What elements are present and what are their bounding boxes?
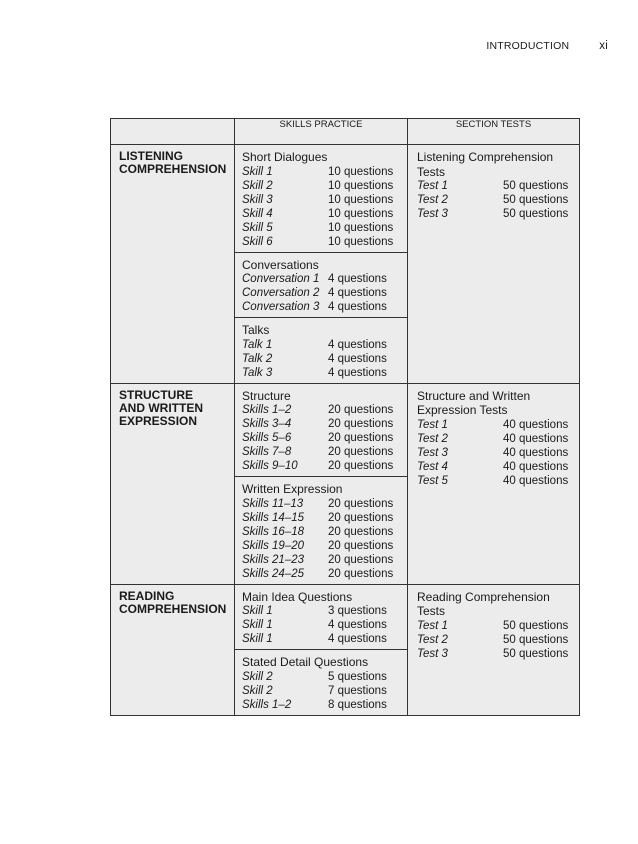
section-row bbox=[111, 383, 580, 584]
question-count: 20 questions bbox=[328, 553, 394, 566]
practice-row bbox=[242, 417, 401, 431]
practice-row bbox=[242, 567, 401, 581]
practice-row bbox=[242, 286, 401, 300]
question-count: 20 questions bbox=[328, 460, 394, 472]
question-count: 4 questions bbox=[328, 287, 387, 299]
skill-label: Talk 1 bbox=[242, 338, 273, 351]
practice-block bbox=[235, 252, 407, 318]
question-count: 4 questions bbox=[328, 301, 387, 313]
practice-block bbox=[235, 384, 407, 477]
page-number: xi bbox=[599, 40, 608, 52]
skill-label: Skills 24–25 bbox=[242, 567, 305, 580]
tests-block bbox=[408, 145, 579, 224]
question-count: 10 questions bbox=[328, 221, 394, 234]
section-name-cell bbox=[111, 383, 235, 584]
question-count: 10 questions bbox=[328, 193, 394, 206]
question-count: 4 questions bbox=[328, 338, 387, 351]
practice-row bbox=[242, 445, 401, 459]
tests-block-title: Tests bbox=[417, 164, 446, 179]
section-name bbox=[111, 145, 234, 176]
tests-block bbox=[408, 585, 579, 664]
question-count: 50 questions bbox=[503, 647, 569, 660]
skill-label: Skill 3 bbox=[242, 193, 273, 206]
question-count: 10 questions bbox=[328, 207, 394, 220]
table-body bbox=[111, 145, 580, 716]
test-label: Test 2 bbox=[417, 633, 448, 646]
practice-row bbox=[242, 604, 401, 618]
skill-label: Skills 5–6 bbox=[242, 432, 292, 444]
question-count: 20 questions bbox=[328, 567, 394, 580]
skills-practice-cell bbox=[235, 383, 408, 584]
test-label: Test 5 bbox=[417, 474, 448, 487]
practice-row bbox=[242, 632, 401, 646]
header-empty-cell bbox=[111, 119, 235, 145]
practice-row bbox=[242, 366, 401, 380]
skill-label: Talk 3 bbox=[242, 366, 273, 379]
section-name-line: STRUCTURE bbox=[119, 387, 193, 402]
question-count: 20 questions bbox=[328, 539, 394, 552]
section-tests-cell bbox=[408, 145, 580, 384]
section-name-line: AND WRITTEN bbox=[119, 400, 203, 415]
skill-label: Skills 14–15 bbox=[242, 511, 305, 524]
tests-block-title: Reading Comprehension bbox=[417, 589, 550, 604]
skill-label: Skill 1 bbox=[242, 633, 273, 645]
skill-label: Skills 1–2 bbox=[242, 698, 292, 711]
practice-block bbox=[235, 476, 407, 584]
practice-row bbox=[242, 221, 401, 235]
skill-label: Skill 2 bbox=[242, 179, 273, 192]
test-label: Test 3 bbox=[417, 208, 448, 220]
section-row bbox=[111, 584, 580, 715]
question-count: 4 questions bbox=[328, 366, 387, 379]
skill-label: Skill 2 bbox=[242, 670, 273, 683]
practice-block-title: Short Dialogues bbox=[242, 150, 328, 164]
section-tests-cell bbox=[408, 383, 580, 584]
section-name-line: EXPRESSION bbox=[119, 413, 198, 428]
practice-block-title: Talks bbox=[242, 323, 270, 337]
skill-label: Skills 3–4 bbox=[242, 418, 292, 430]
section-name-line: LISTENING bbox=[119, 149, 184, 163]
section-row bbox=[111, 145, 580, 384]
skill-label: Skill 4 bbox=[242, 207, 273, 220]
practice-block bbox=[235, 145, 407, 252]
section-name-cell bbox=[111, 584, 235, 715]
test-label: Test 4 bbox=[417, 460, 448, 473]
practice-block bbox=[235, 649, 407, 715]
practice-row bbox=[242, 300, 401, 314]
skill-label: Skill 5 bbox=[242, 221, 273, 234]
column-header-skills-practice: SKILLS PRACTICE bbox=[235, 119, 408, 145]
test-label: Test 3 bbox=[417, 446, 448, 459]
practice-row bbox=[242, 352, 401, 366]
question-count: 10 questions bbox=[328, 179, 394, 192]
section-name-cell bbox=[111, 145, 235, 384]
practice-block bbox=[235, 317, 407, 383]
section-name-line: COMPREHENSION bbox=[119, 162, 227, 176]
running-head-title: INTRODUCTION bbox=[486, 40, 570, 52]
question-count: 40 questions bbox=[503, 474, 569, 487]
practice-row bbox=[242, 684, 401, 698]
question-count: 20 questions bbox=[328, 432, 394, 444]
skill-label: Skills 11–13 bbox=[242, 497, 304, 510]
skill-label: Conversation 3 bbox=[242, 301, 320, 313]
practice-row bbox=[242, 431, 401, 445]
skill-label: Skills 7–8 bbox=[242, 446, 292, 458]
question-count: 20 questions bbox=[328, 511, 394, 524]
tests-block-title: Expression Tests bbox=[417, 403, 508, 417]
skill-label: Skill 1 bbox=[242, 165, 273, 178]
practice-row bbox=[242, 511, 401, 525]
practice-block-title: Written Expression bbox=[242, 482, 343, 496]
question-count: 20 questions bbox=[328, 525, 394, 538]
practice-row bbox=[242, 235, 401, 249]
practice-block-title: Conversations bbox=[242, 257, 319, 272]
test-row bbox=[417, 446, 573, 460]
question-count: 5 questions bbox=[328, 670, 387, 683]
skill-label: Skills 19–20 bbox=[242, 539, 305, 552]
practice-row bbox=[242, 459, 401, 473]
practice-block-title: Structure bbox=[242, 388, 291, 403]
question-count: 10 questions bbox=[328, 165, 394, 178]
test-row bbox=[417, 619, 573, 633]
question-count: 4 questions bbox=[328, 273, 387, 285]
question-count: 20 questions bbox=[328, 446, 394, 458]
tests-block-title: Tests bbox=[417, 604, 446, 618]
question-count: 7 questions bbox=[328, 684, 387, 697]
question-count: 40 questions bbox=[503, 446, 569, 459]
question-count: 4 questions bbox=[328, 633, 387, 645]
skills-table bbox=[110, 118, 580, 716]
skill-label: Talk 2 bbox=[242, 352, 273, 365]
test-label: Test 2 bbox=[417, 432, 448, 445]
question-count: 4 questions bbox=[328, 352, 387, 365]
practice-block-title: Stated Detail Questions bbox=[242, 655, 369, 669]
section-name bbox=[111, 384, 234, 428]
test-label: Test 2 bbox=[417, 194, 448, 206]
test-row bbox=[417, 418, 573, 432]
question-count: 20 questions bbox=[328, 404, 394, 416]
skill-label: Skills 9–10 bbox=[242, 460, 298, 472]
practice-row bbox=[242, 193, 401, 207]
question-count: 40 questions bbox=[503, 460, 569, 473]
practice-row bbox=[242, 179, 401, 193]
skill-label: Conversation 2 bbox=[242, 287, 320, 299]
question-count: 8 questions bbox=[328, 698, 387, 711]
question-count: 50 questions bbox=[503, 208, 569, 220]
table-header-row bbox=[111, 119, 580, 145]
section-name bbox=[111, 585, 234, 616]
test-row bbox=[417, 432, 573, 446]
practice-block-title: Main Idea Questions bbox=[242, 589, 353, 604]
question-count: 20 questions bbox=[328, 418, 394, 430]
section-tests-cell bbox=[408, 584, 580, 715]
test-row bbox=[417, 633, 573, 647]
tests-block-title: Structure and Written bbox=[417, 388, 531, 403]
practice-row bbox=[242, 525, 401, 539]
question-count: 50 questions bbox=[503, 633, 569, 646]
skill-label: Skill 6 bbox=[242, 235, 273, 248]
skill-label: Skills 1–2 bbox=[242, 404, 292, 416]
skill-label: Skill 1 bbox=[242, 605, 273, 617]
skill-label: Skills 21–23 bbox=[242, 553, 305, 566]
practice-row bbox=[242, 165, 401, 179]
section-name-line: READING bbox=[119, 588, 175, 603]
practice-row bbox=[242, 403, 401, 417]
question-count: 3 questions bbox=[328, 605, 387, 617]
practice-row bbox=[242, 497, 401, 511]
skill-label: Conversation 1 bbox=[242, 273, 320, 285]
test-row bbox=[417, 207, 573, 221]
practice-row bbox=[242, 698, 401, 712]
question-count: 50 questions bbox=[503, 180, 569, 192]
practice-row bbox=[242, 272, 401, 286]
practice-row bbox=[242, 670, 401, 684]
question-count: 40 questions bbox=[503, 432, 569, 445]
skills-practice-cell bbox=[235, 584, 408, 715]
test-row bbox=[417, 179, 573, 193]
test-label: Test 3 bbox=[417, 647, 448, 660]
running-head bbox=[486, 40, 608, 52]
test-row bbox=[417, 193, 573, 207]
test-row bbox=[417, 474, 573, 488]
test-row bbox=[417, 460, 573, 474]
practice-row bbox=[242, 539, 401, 553]
practice-block bbox=[235, 585, 407, 650]
practice-row bbox=[242, 338, 401, 352]
practice-row bbox=[242, 207, 401, 221]
test-label: Test 1 bbox=[417, 180, 448, 192]
test-label: Test 1 bbox=[417, 418, 448, 431]
question-count: 40 questions bbox=[503, 418, 569, 431]
skill-label: Skills 16–18 bbox=[242, 525, 305, 538]
practice-row bbox=[242, 618, 401, 632]
test-label: Test 1 bbox=[417, 619, 448, 632]
question-count: 20 questions bbox=[328, 497, 394, 510]
practice-row bbox=[242, 553, 401, 567]
column-header-section-tests: SECTION TESTS bbox=[408, 119, 580, 145]
question-count: 50 questions bbox=[503, 194, 569, 206]
test-row bbox=[417, 647, 573, 661]
skills-practice-cell bbox=[235, 145, 408, 384]
skill-label: Skill 2 bbox=[242, 684, 273, 697]
section-name-line: COMPREHENSION bbox=[119, 601, 227, 616]
question-count: 50 questions bbox=[503, 619, 569, 632]
tests-block bbox=[408, 384, 579, 491]
question-count: 4 questions bbox=[328, 619, 387, 631]
tests-block-title: Listening Comprehension bbox=[417, 150, 554, 164]
question-count: 10 questions bbox=[328, 235, 394, 248]
skill-label: Skill 1 bbox=[242, 619, 273, 631]
